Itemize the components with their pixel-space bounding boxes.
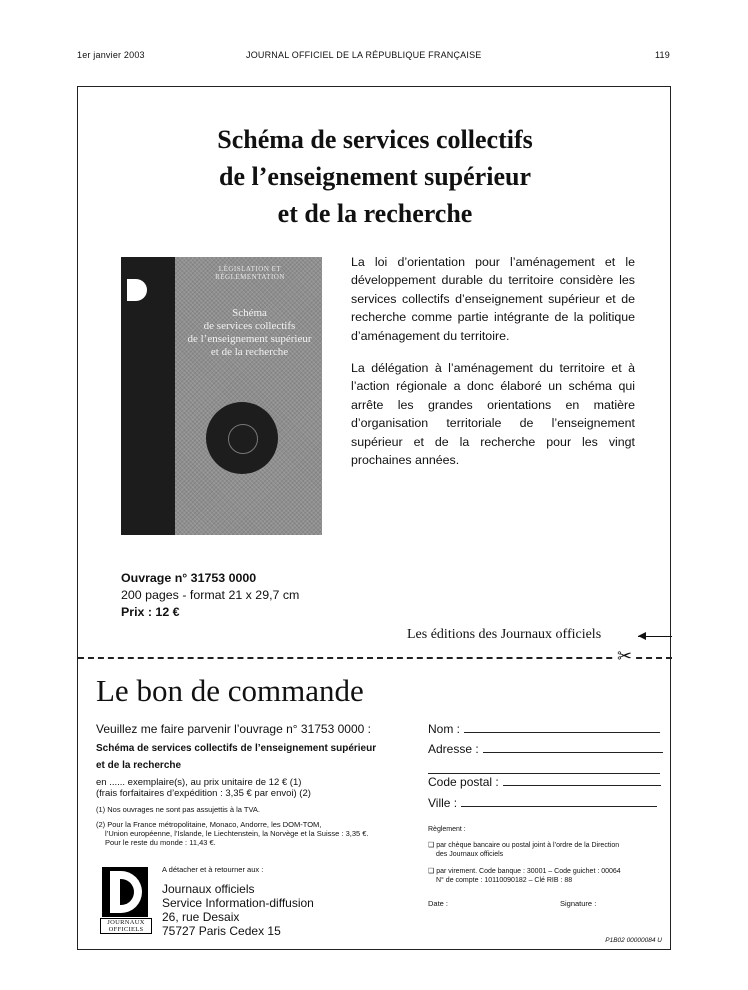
- publication-title: [78, 121, 672, 232]
- book-details: [121, 570, 299, 621]
- payment-label: Règlement :: [428, 826, 466, 833]
- return-text: [162, 865, 402, 938]
- title-line-3: et de la recherche: [277, 199, 473, 228]
- address-line: 75727 Paris Cedex 15: [162, 924, 281, 938]
- book-price: Prix : 12 €: [121, 605, 180, 619]
- header-date: 1er janvier 2003: [77, 50, 145, 60]
- book-reference: Ouvrage n° 31753 0000: [121, 571, 257, 585]
- footnote-2-line: l’Union européenne, l’Islande, le Liechtenstein, la Norvège et la Suisse : 3,35 €.: [105, 829, 369, 838]
- cut-line: [78, 657, 672, 659]
- address-line: 26, rue Desaix: [162, 910, 240, 924]
- book-format: 200 pages - format 21 x 29,7 cm: [121, 588, 300, 602]
- title-line-1: Schéma de services collectifs: [217, 125, 533, 154]
- title-line-2: de l’enseignement supérieur: [219, 162, 531, 191]
- footnote-1: (1) Nos ouvrages ne sont pas assujettis à la TVA.: [96, 805, 260, 814]
- cheque-line: ❑ par chèque bancaire ou postal joint à l’ordre de la Direction: [428, 842, 620, 849]
- date-signature-row: [428, 899, 658, 908]
- return-address: [162, 882, 402, 938]
- header-page-number: 119: [655, 50, 670, 60]
- payment-transfer-option[interactable]: [428, 868, 656, 885]
- return-instruction: A détacher et à retourner aux :: [162, 865, 264, 874]
- virement-line: N° de compte : 10110090182 – Clé RIB : 88: [436, 876, 573, 884]
- intro-paragraph-2: La délégation à l’aménagement du territoire et à l’action régionale a donc élaboré un schéma qui arrête les grandes orientations en matière d’organisation territoriale de l’enseignement supérieur et de la recherche pour les vingt prochaines années.: [351, 361, 635, 468]
- cover-title-line: et de la recherche: [210, 346, 289, 358]
- ville-input-line[interactable]: [461, 805, 657, 807]
- code-postal-input-line[interactable]: [503, 784, 661, 786]
- cover-logo-icon: [127, 279, 147, 301]
- adresse-label: Adresse :: [428, 742, 479, 756]
- virement-line: ❑ par virement. Code banque : 30001 – Code guichet : 00064: [428, 868, 621, 875]
- intro-text: [351, 253, 635, 483]
- code-postal-label: Code postal :: [428, 775, 499, 789]
- cover-title-line: de l’enseignement supérieur: [187, 333, 312, 345]
- book-cover-image: [121, 257, 322, 535]
- journaux-officiels-logo: [100, 865, 152, 935]
- jo-logo-mark-icon: [102, 867, 148, 917]
- intro-paragraph-1: La loi d’orientation pour l’aménagement et le développement durable du territoire considère les services collectifs d’enseignement supérieur et de recherche comme partie intégrante de la politique d’aménagement du territoire.: [351, 255, 635, 343]
- order-shipping: (frais forfaitaires d’expédition : 3,35 € par envoi) (2): [96, 788, 311, 799]
- adresse-field[interactable]: [428, 742, 663, 756]
- jo-logo-wordmark: [100, 918, 152, 934]
- code-postal-field[interactable]: [428, 775, 661, 789]
- order-book-title-1: Schéma de services collectifs de l’enseignement supérieur: [96, 743, 377, 754]
- signature-label[interactable]: Signature :: [560, 899, 597, 908]
- publisher-name: Les éditions des Journaux officiels: [407, 627, 602, 642]
- order-details: [96, 722, 416, 847]
- cover-emblem-icon: [206, 402, 278, 474]
- ville-field[interactable]: [428, 796, 657, 810]
- nom-label: Nom :: [428, 722, 461, 736]
- ville-label: Ville :: [428, 796, 458, 810]
- header-journal: JOURNAL OFFICIEL DE LA RÉPUBLIQUE FRANÇAISE: [246, 50, 482, 60]
- cheque-line: des Journaux officiels: [436, 850, 504, 858]
- footnote-2-line: (2) Pour la France métropolitaine, Monaco, Andorre, les DOM-TOM,: [96, 820, 322, 829]
- order-book-title-2: et de la recherche: [96, 760, 182, 771]
- address-line: Service Information-diffusion: [162, 896, 314, 910]
- logo-text-line: OFFICIELS: [108, 926, 144, 933]
- order-quantity[interactable]: en ...... exemplaire(s), au prix unitaire de 12 € (1): [96, 777, 302, 788]
- advertisement-frame: [77, 86, 671, 950]
- cover-title-line: de services collectifs: [203, 320, 296, 332]
- order-request: Veuillez me faire parvenir l’ouvrage n° 31753 0000 :: [96, 722, 371, 736]
- adresse-input-line-2[interactable]: [428, 772, 660, 774]
- footnote-2: [96, 820, 416, 847]
- cover-spine: [121, 257, 175, 535]
- order-form-title: Le bon de commande: [96, 673, 364, 708]
- nom-field[interactable]: [428, 722, 660, 736]
- arrow-left-icon: [638, 636, 672, 637]
- footnote-2-line: Pour le reste du monde : 11,43 €.: [105, 838, 216, 847]
- scissors-icon: ✂: [617, 646, 633, 666]
- nom-input-line[interactable]: [464, 731, 660, 733]
- date-label[interactable]: Date :: [428, 899, 449, 908]
- cover-title-line: Schéma: [232, 307, 267, 319]
- order-form-reference: P1B02 00000084 U: [605, 937, 662, 944]
- payment-cheque-option[interactable]: [428, 842, 656, 859]
- logo-text-line: JOURNAUX: [107, 919, 145, 926]
- address-line: Journaux officiels: [162, 882, 255, 896]
- cover-title: [177, 307, 322, 359]
- adresse-input-line[interactable]: [483, 751, 663, 753]
- cover-series: LÉGISLATION ET RÉGLEMENTATION: [215, 265, 285, 281]
